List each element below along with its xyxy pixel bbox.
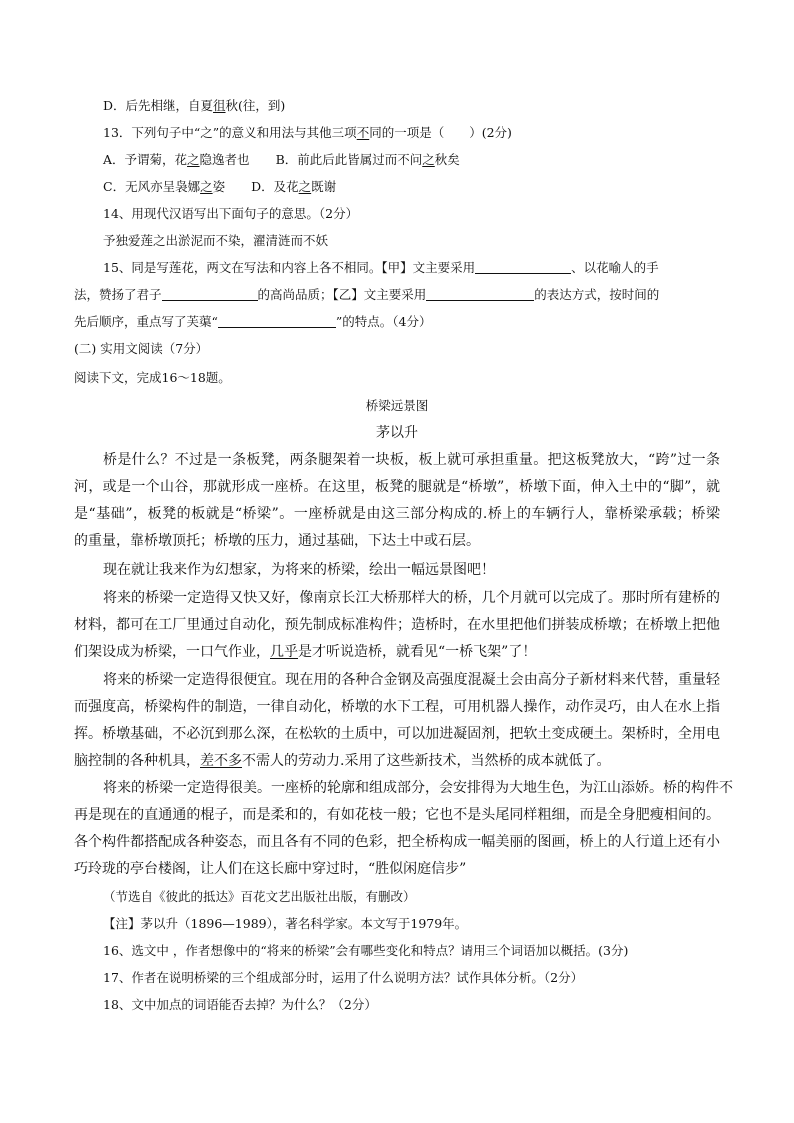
q12-option-d: D．后先相继，自夏徂秋(往，到) [103,98,286,113]
paragraph-2: 现在就让我来作为幻想家，为将来的桥梁，绘出一幅远景图吧！ [103,562,495,578]
q13-options-ab: A．予谓菊，花之隐逸者也 B．前此后此皆属过而不问之秋矣 [103,152,460,167]
answer-blank[interactable] [475,259,571,274]
answer-blank[interactable] [426,286,534,301]
answer-blank[interactable] [218,313,336,328]
paragraph-4-line: 而强度高，桥梁构件的制造，一律自动化，桥墩的水下工程，可用机器人操作，动作灵巧，由人在水上指 [74,699,720,715]
article-title: 桥梁远景图 [365,398,429,413]
paragraph-4-line: 将来的桥梁一定造得很便宜。现在用的各种合金钢及高强度混凝土会由高分子新材料来代替，重量轻 [103,672,720,688]
paragraph-3-line: 材料，都可在工厂里通过自动化，预先制成标准构件；造桥时，在水里把他们拼装成桥墩；在桥墩上把他 [74,617,720,633]
question-14-sentence: 予独爱莲之出淤泥而不染，濯清涟而不妖 [103,233,329,248]
paragraph-3-line: 们架设成为桥梁，一口气作业，几乎是才听说造桥，就看见“一桥飞架”了！ [74,644,537,660]
answer-blank[interactable] [162,286,258,301]
q13-options-cd: C．无风亦呈袅娜之姿 D．及花之既谢 [103,179,337,194]
article-author: 茅以升 [376,425,418,441]
question-15-line2: 法，赞扬了君子 的高尚品质；【乙】文主要采用 的表达方式，按时间的 [74,287,660,302]
question-17: 17、作者在说明桥梁的三个组成部分时，运用了什么说明方法？试作具体分析。（2分） [103,970,584,985]
paragraph-5-line: 将来的桥梁一定造得很美。一座桥的轮廓和组成部分，会安排得为大地生色，为江山添娇。桥的构件不 [103,780,733,796]
source-citation: （节选自《彼此的抵达》百花文艺出版社出版，有删改） [103,889,416,904]
paragraph-3-line: 将来的桥梁一定造得又快又好，像南京长江大桥那样大的桥，几个月就可以完成了。那时所有建桥的 [103,590,720,606]
reading-instruction: 阅读下文，完成16～18题。 [74,370,231,385]
question-14: 14、用现代汉语写出下面句子的意思。（2分） [103,206,359,221]
question-15-line3: 先后顺序，重点写了芙蕖“ ”的特点。（4分） [74,314,432,329]
paragraph-4-line: 挥。桥墩基础，不必沉到那么深，在松软的土质中，可以加进凝固剂，把软土变成硬土。架桥时，全用电 [74,726,720,742]
paragraph-5-line: 各个构件都搭配成各种姿态，而且各有不同的色彩，把全桥构成一幅美丽的图画，桥上的人行道上还有小 [74,834,720,850]
paragraph-5-line: 巧玲珑的亭台楼阁，让人们在这长廊中穿过时，“胜似闲庭信步” [74,861,467,877]
question-15-line1: 15、同是写莲花，两文在写法和内容上各不相同。【甲】文主要采用 、以花喻人的手 [103,260,659,275]
paragraph-1-line: 是“基础”，板凳的板就是“桥梁”。一座桥就是由这三部分构成的.桥上的车辆行人，靠桥梁承载；桥梁 [74,506,720,522]
paragraph-1-line: 桥是什么？不过是一条板凳，两条腿架着一块板，板上就可承担重量。把这板凳放大，“跨”过一条 [103,452,720,468]
question-18: 18、文中加点的词语能否去掉？为什么？（2分） [103,997,377,1012]
author-note: 【注】茅以升（1896—1989），著名科学家。本文写于1979年。 [103,916,468,931]
question-13: 13．下列句子中“之”的意义和用法与其他三项不同的一项是（ ）(2分) [103,125,512,140]
paragraph-1-line: 的重量，靠桥墩顶托；桥墩的压力，通过基础，下达土中或石层。 [74,533,480,549]
paragraph-5-line: 再是现在的直通通的棍子，而是柔和的，有如花枝一般；它也不是头尾同样粗细，而是全身肥瘦相间的。 [74,807,720,823]
paragraph-1-line: 河，或是一个山谷，那就形成一座桥。在这里，板凳的腿就是“桥墩”，桥墩下面，伸入土中的“脚”，就 [74,479,720,495]
question-16: 16、选文中 ，作者想像中的“将来的桥梁”会有哪些变化和特点？请用三个词语加以概括。(3分) [103,943,629,958]
section-2-heading: (二) 实用文阅读（7分） [74,341,209,356]
paragraph-4-line: 脑控制的各种机具，差不多不需人的劳动力.采用了这些新技术，当然桥的成本就低了。 [74,753,611,769]
